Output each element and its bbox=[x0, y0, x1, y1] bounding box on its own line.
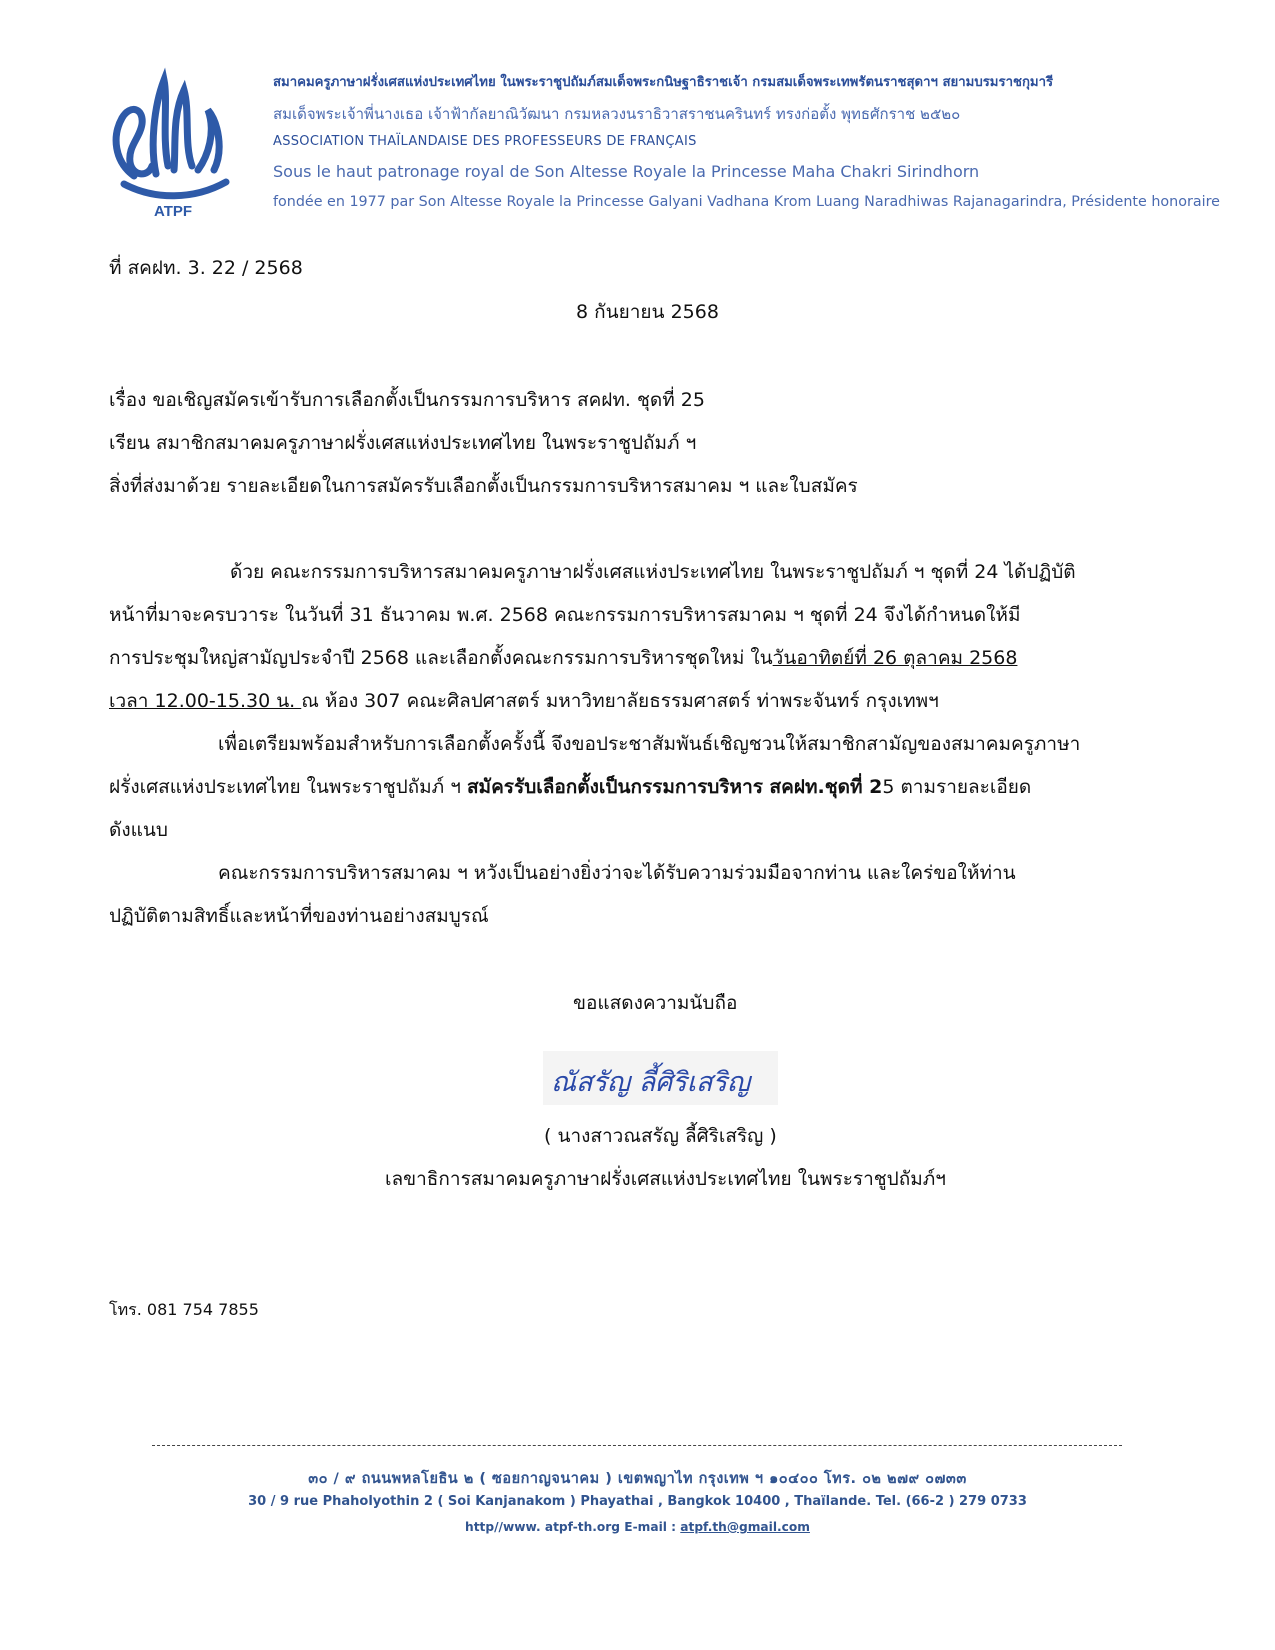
meeting-venue: ณ ห้อง 307 คณะศิลปศาสตร์ มหาวิทยาลัยธรรมศาสตร์ ท่าพระจันทร์ กรุงเทพฯ bbox=[301, 690, 939, 712]
footer-website: http//www. atpf-th.org E-mail : bbox=[465, 1520, 681, 1534]
paragraph-2-line-3: ดังแนบ bbox=[109, 819, 168, 841]
paragraph-1-line-4 bbox=[109, 692, 939, 711]
subject-line: เรื่อง ขอเชิญสมัครเข้ารับการเลือกตั้งเป็นกรรมการบริหาร สคฝท. ชุดที่ 25 bbox=[109, 389, 705, 411]
recipient-line: เรียน สมาชิกสมาคมครูภาษาฝรั่งเศสแห่งประเทศไทย ในพระราชูปถัมภ์ ฯ bbox=[109, 432, 697, 454]
reference-number: ที่ สคฝท. 3. 22 / 2568 bbox=[109, 257, 303, 279]
letterhead-thai-founder: สมเด็จพระเจ้าพี่นางเธอ เจ้าฟ้ากัลยาณิวัฒนา กรมหลวงนราธิวาสราชนครินทร์ ทรงก่อตั้ง พุทธศักราช ๒๕๒๐ bbox=[273, 105, 961, 123]
signature-graphic bbox=[543, 1051, 778, 1105]
logo-caption: ATPF bbox=[153, 203, 193, 220]
handwritten-signature bbox=[543, 1051, 778, 1105]
contact-phone: โทร. 081 754 7855 bbox=[109, 1300, 259, 1319]
signer-title: เลขาธิการสมาคมครูภาษาฝรั่งเศสแห่งประเทศไทย ในพระราชูปถัมภ์ฯ bbox=[385, 1168, 946, 1190]
paragraph-1-line-1: ด้วย คณะกรรมการบริหารสมาคมครูภาษาฝรั่งเศสแห่งประเทศไทย ในพระราชูปถัมภ์ ฯ ชุดที่ 24 ได้ปฏิบัติ bbox=[230, 561, 1076, 583]
candidacy-call-bold: สมัครรับเลือกตั้งเป็นกรรมการบริหาร สคฝท.ชุดที่ 2 bbox=[466, 776, 883, 798]
paragraph-2-line-2 bbox=[109, 778, 1031, 797]
paragraph-3-line-1: คณะกรรมการบริหารสมาคม ฯ หวังเป็นอย่างยิ่งว่าจะได้รับความร่วมมือจากท่าน และใคร่ขอให้ท่าน bbox=[218, 862, 1016, 884]
letter-date: 8 กันยายน 2568 bbox=[576, 301, 719, 323]
letterhead-french-founder: fondée en 1977 par Son Altesse Royale la Princesse Galyani Vadhana Krom Luang Naradhiwas Rajanagarindra, Présidente honoraire bbox=[273, 194, 1220, 210]
letterhead-thai-name: สมาคมครูภาษาฝรั่งเศสแห่งประเทศไทย ในพระราชูปถัมภ์สมเด็จพระกนิษฐาธิราชเจ้า กรมสมเด็จพระเทพรัตนราชสุดาฯ สยามบรมราชกุมารี bbox=[273, 75, 1054, 90]
footer-divider bbox=[152, 1445, 1122, 1446]
enclosure-line: สิ่งที่ส่งมาด้วย รายละเอียดในการสมัครรับเลือกตั้งเป็นกรรมการบริหารสมาคม ฯ และใบสมัคร bbox=[109, 475, 858, 497]
paragraph-1-line-3 bbox=[109, 649, 1017, 668]
paragraph-2-line-1: เพื่อเตรียมพร้อมสำหรับการเลือกตั้งครั้งนี้ จึงขอประชาสัมพันธ์เชิญชวนให้สมาชิกสามัญของสมาคมครูภาษา bbox=[218, 733, 1081, 755]
svg-text:ณัสรัญ ลี้ศิริเสริญ: ณัสรัญ ลี้ศิริเสริญ bbox=[551, 1067, 751, 1098]
paragraph-3-line-2: ปฏิบัติตามสิทธิ์และหน้าที่ของท่านอย่างสมบูรณ์ bbox=[109, 905, 489, 927]
meeting-date-underlined: วันอาทิตย์ที่ 26 ตุลาคม 2568 bbox=[772, 647, 1018, 669]
footer-email-link[interactable]: atpf.th@gmail.com bbox=[680, 1520, 810, 1534]
footer-thai-address: ๓๐ / ๙ ถนนพหลโยธิน ๒ ( ซอยกาญจนาคม ) เขตพญาไท กรุงเทพ ฯ ๑๐๔๐๐ โทร. ๐๒ ๒๗๙ ๐๗๓๓ bbox=[308, 1471, 967, 1487]
atpf-logo-graphic bbox=[104, 66, 242, 222]
atpf-logo bbox=[104, 66, 242, 222]
footer-web-email bbox=[0, 1520, 1275, 1534]
letterhead-french-patronage: Sous le haut patronage royal de Son Altesse Royale la Princesse Maha Chakri Sirindhorn bbox=[273, 162, 980, 181]
meeting-time-underlined: เวลา 12.00-15.30 น. bbox=[109, 690, 302, 712]
paragraph-1-line-2: หน้าที่มาจะครบวาระ ในวันที่ 31 ธันวาคม พ.ศ. 2568 คณะกรรมการบริหารสมาคม ฯ ชุดที่ 24 จึงได้กำหนดให้มี bbox=[109, 604, 1021, 626]
paragraph-1-line-3-text: การประชุมใหญ่สามัญประจำปี 2568 และเลือกตั้งคณะกรรมการบริหารชุดใหม่ ใน bbox=[109, 647, 773, 669]
letterhead-french-name: ASSOCIATION THAÏLANDAISE DES PROFESSEURS DE FRANÇAIS bbox=[273, 134, 697, 149]
paragraph-2-line-2-end: 5 ตามรายละเอียด bbox=[882, 776, 1032, 798]
closing-phrase: ขอแสดงความนับถือ bbox=[573, 992, 738, 1014]
paragraph-2-line-2-text: ฝรั่งเศสแห่งประเทศไทย ในพระราชูปถัมภ์ ฯ bbox=[109, 776, 467, 798]
signer-name: ( นางสาวณสรัญ ลี้ศิริเสริญ ) bbox=[544, 1125, 777, 1147]
footer-french-address: 30 / 9 rue Phaholyothin 2 ( Soi Kanjanakom ) Phayathai , Bangkok 10400 , Thaïlande. Tel. (66-2 ) 279 0733 bbox=[248, 1494, 1027, 1509]
